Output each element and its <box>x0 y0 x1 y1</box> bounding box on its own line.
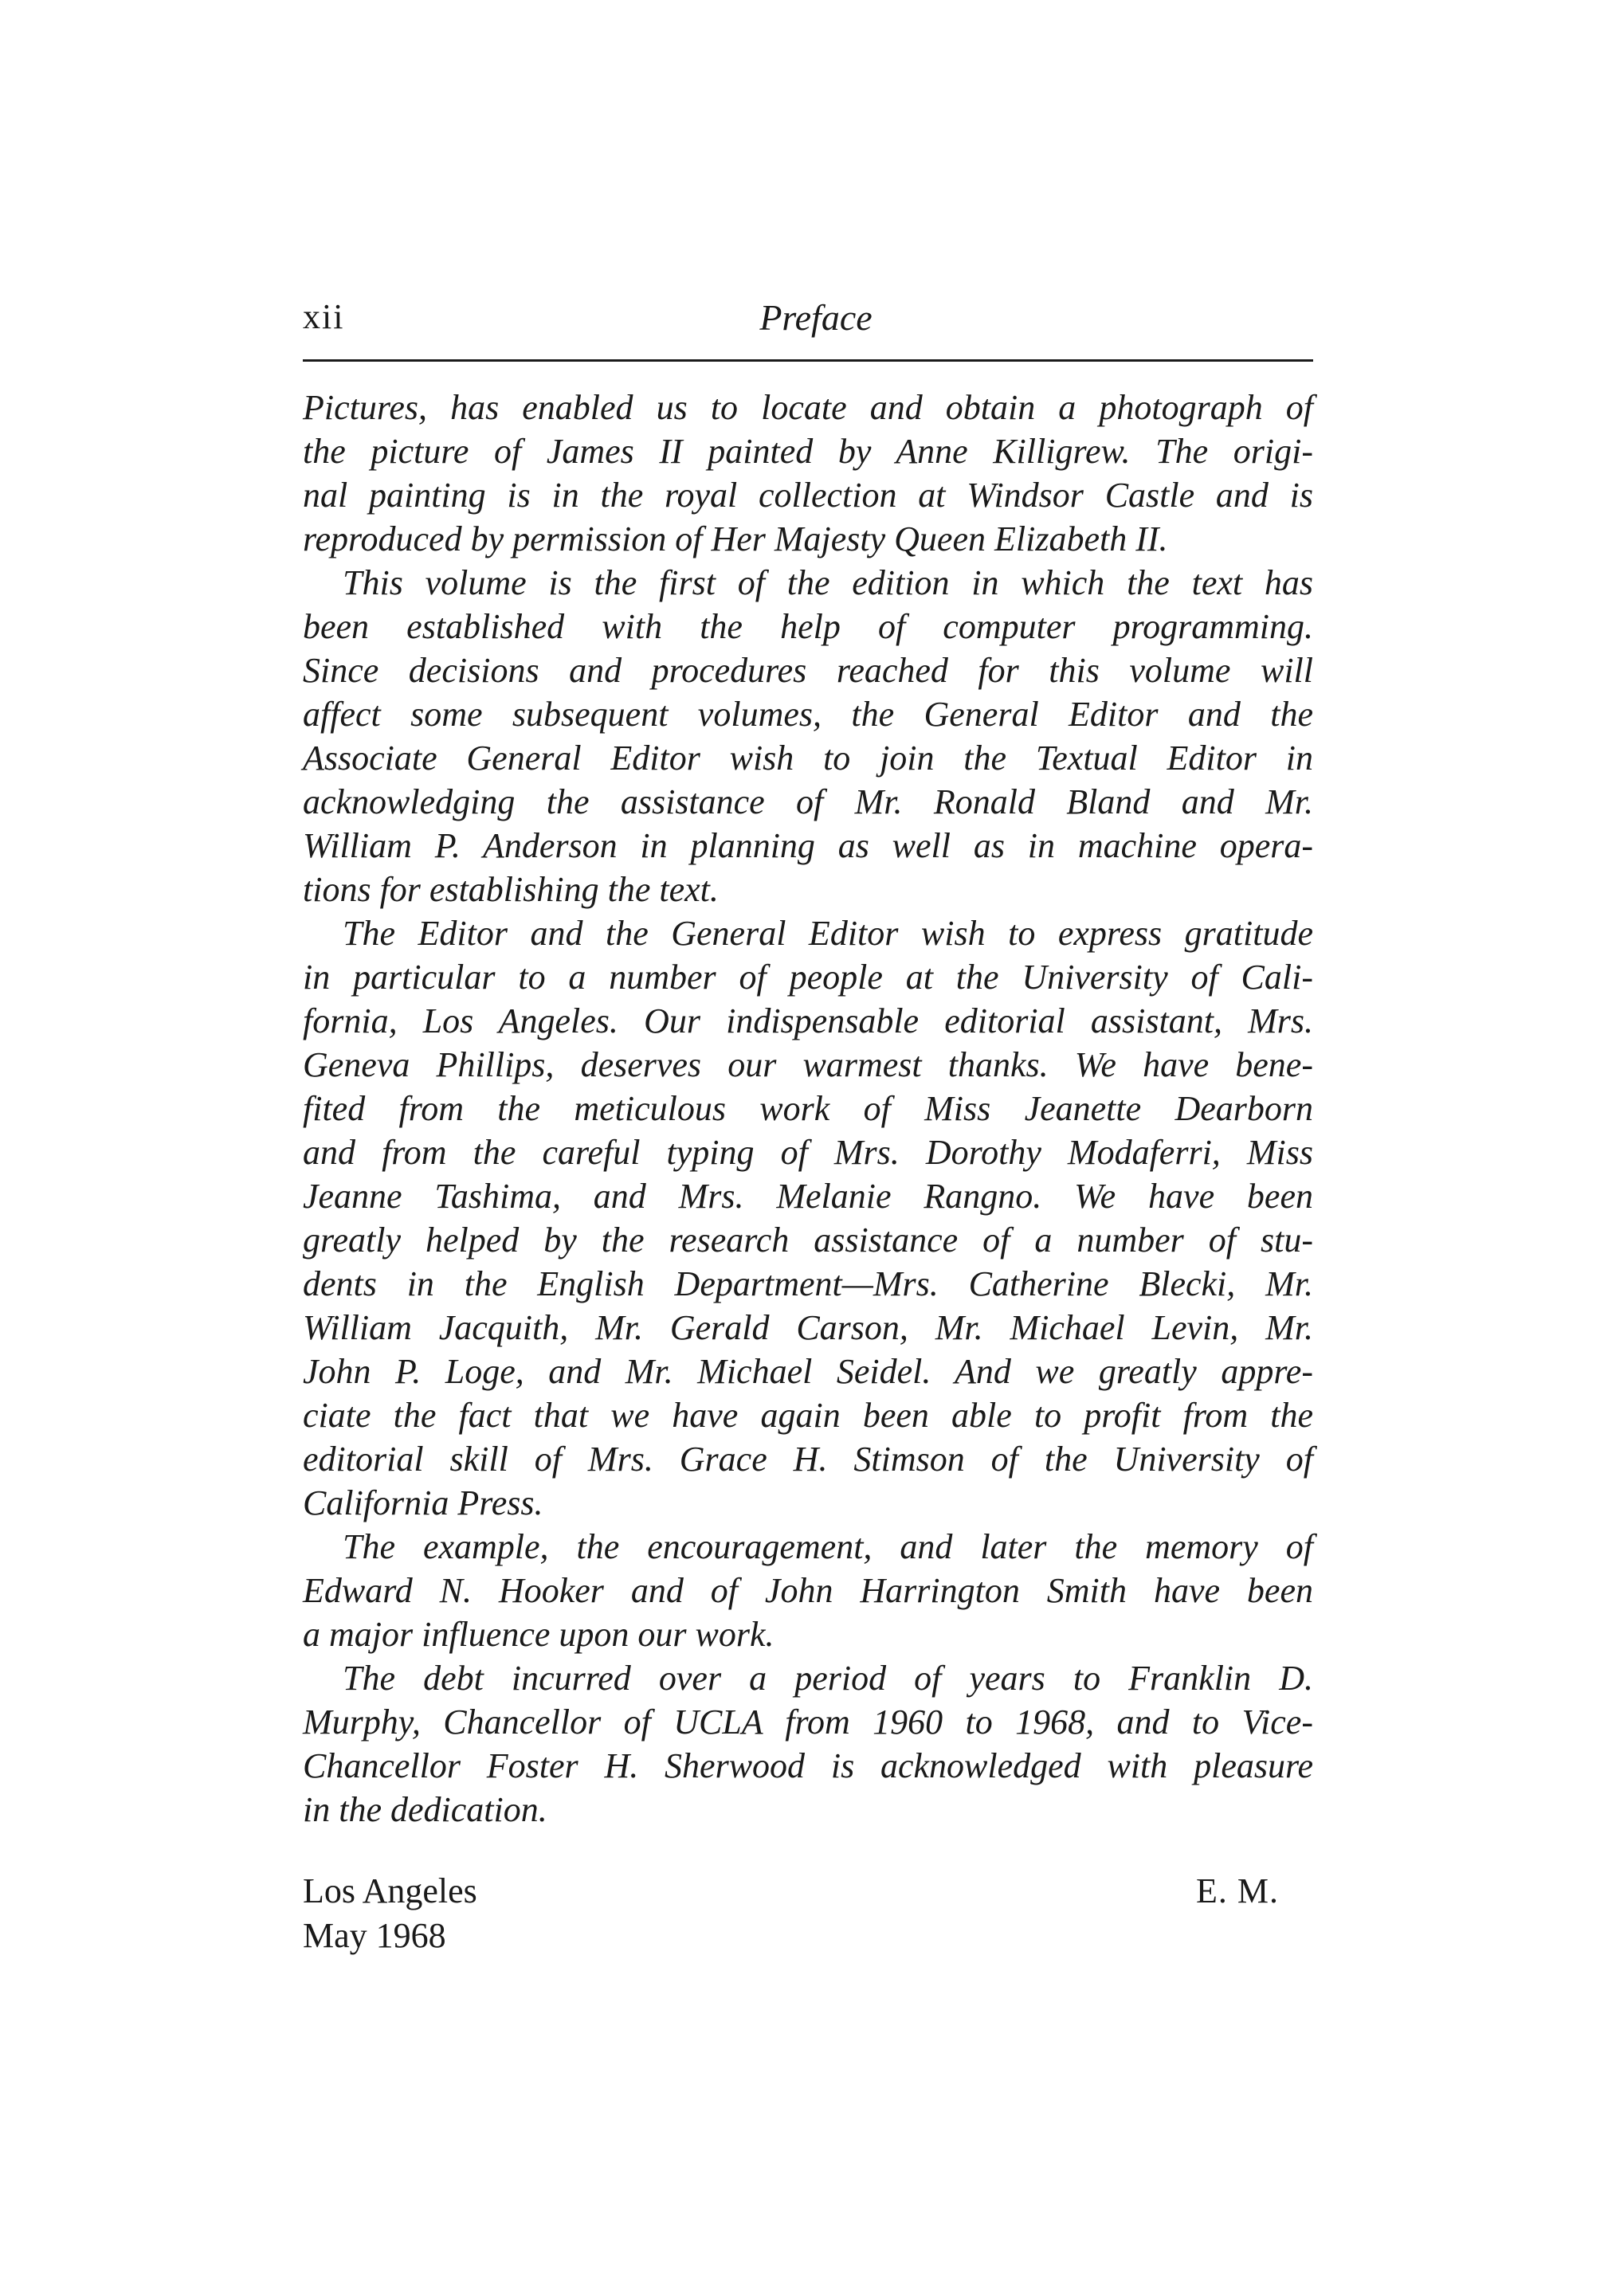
preface-body <box>303 386 1313 1832</box>
header-rule <box>303 359 1313 362</box>
text-line: nal painting is in the royal collection at Windsor Castle and is <box>303 476 1313 515</box>
text-line: dents in the English Department—Mrs. Catherine Blecki, Mr. <box>303 1264 1313 1303</box>
signoff-place: Los Angeles <box>303 1871 477 1910</box>
text-line: in particular to a number of people at the University of Cali- <box>303 958 1313 997</box>
text-line: Associate General Editor wish to join the Textual Editor in <box>303 739 1313 778</box>
running-title: Preface <box>759 297 873 338</box>
text-line: reproduced by permission of Her Majesty Queen Elizabeth II. <box>303 519 1168 558</box>
text-line: acknowledging the assistance of Mr. Ronald Bland and Mr. <box>303 782 1313 821</box>
text-line: and from the careful typing of Mrs. Dorothy Modaferri, Miss <box>303 1133 1313 1172</box>
text-line: John P. Loge, and Mr. Michael Seidel. And we greatly appre- <box>303 1352 1313 1391</box>
text-line: affect some subsequent volumes, the General Editor and the <box>303 695 1313 734</box>
text-line: Edward N. Hooker and of John Harrington Smith have been <box>303 1571 1313 1610</box>
signoff-date: May 1968 <box>303 1916 446 1955</box>
text-line: ciate the fact that we have again been able to profit from the <box>303 1396 1313 1435</box>
running-head <box>303 296 1313 360</box>
text-line: tions for establishing the text. <box>303 870 719 909</box>
text-line: in the dedication. <box>303 1790 547 1829</box>
text-line: William Jacquith, Mr. Gerald Carson, Mr. Michael Levin, Mr. <box>303 1308 1313 1347</box>
text-line: The example, the encouragement, and later the memory of <box>343 1527 1313 1566</box>
text-line: editorial skill of Mrs. Grace H. Stimson of the University of <box>303 1440 1313 1479</box>
text-line: been established with the help of computer programming. <box>303 607 1313 646</box>
page-number: xii <box>303 297 345 336</box>
text-line: Murphy, Chancellor of UCLA from 1960 to 1968, and to Vice- <box>303 1702 1313 1742</box>
text-line: William P. Anderson in planning as well as in machine opera- <box>303 826 1313 865</box>
text-line: fited from the meticulous work of Miss Jeanette Dearborn <box>303 1089 1313 1128</box>
text-line: fornia, Los Angeles. Our indispensable editorial assistant, Mrs. <box>303 1001 1313 1040</box>
text-line: California Press. <box>303 1483 543 1522</box>
text-line: greatly helped by the research assistance of a number of stu- <box>303 1220 1313 1260</box>
text-line: Geneva Phillips, deserves our warmest thanks. We have bene- <box>303 1045 1313 1084</box>
text-line: Since decisions and procedures reached for this volume will <box>303 651 1313 690</box>
text-line: a major influence upon our work. <box>303 1615 775 1654</box>
text-line: Jeanne Tashima, and Mrs. Melanie Rangno. We have been <box>303 1177 1313 1216</box>
text-line: The debt incurred over a period of years to Franklin D. <box>343 1659 1313 1698</box>
text-line: the picture of James II painted by Anne Killigrew. The origi- <box>303 432 1313 471</box>
text-line: Pictures, has enabled us to locate and obtain a photograph of <box>303 388 1313 427</box>
text-line: This volume is the first of the edition in which the text has <box>343 563 1313 602</box>
text-line: The Editor and the General Editor wish to express gratitude <box>343 914 1313 953</box>
author-initials: E. M. <box>1196 1871 1279 1910</box>
text-line: Chancellor Foster H. Sherwood is acknowledged with pleasure <box>303 1746 1313 1785</box>
